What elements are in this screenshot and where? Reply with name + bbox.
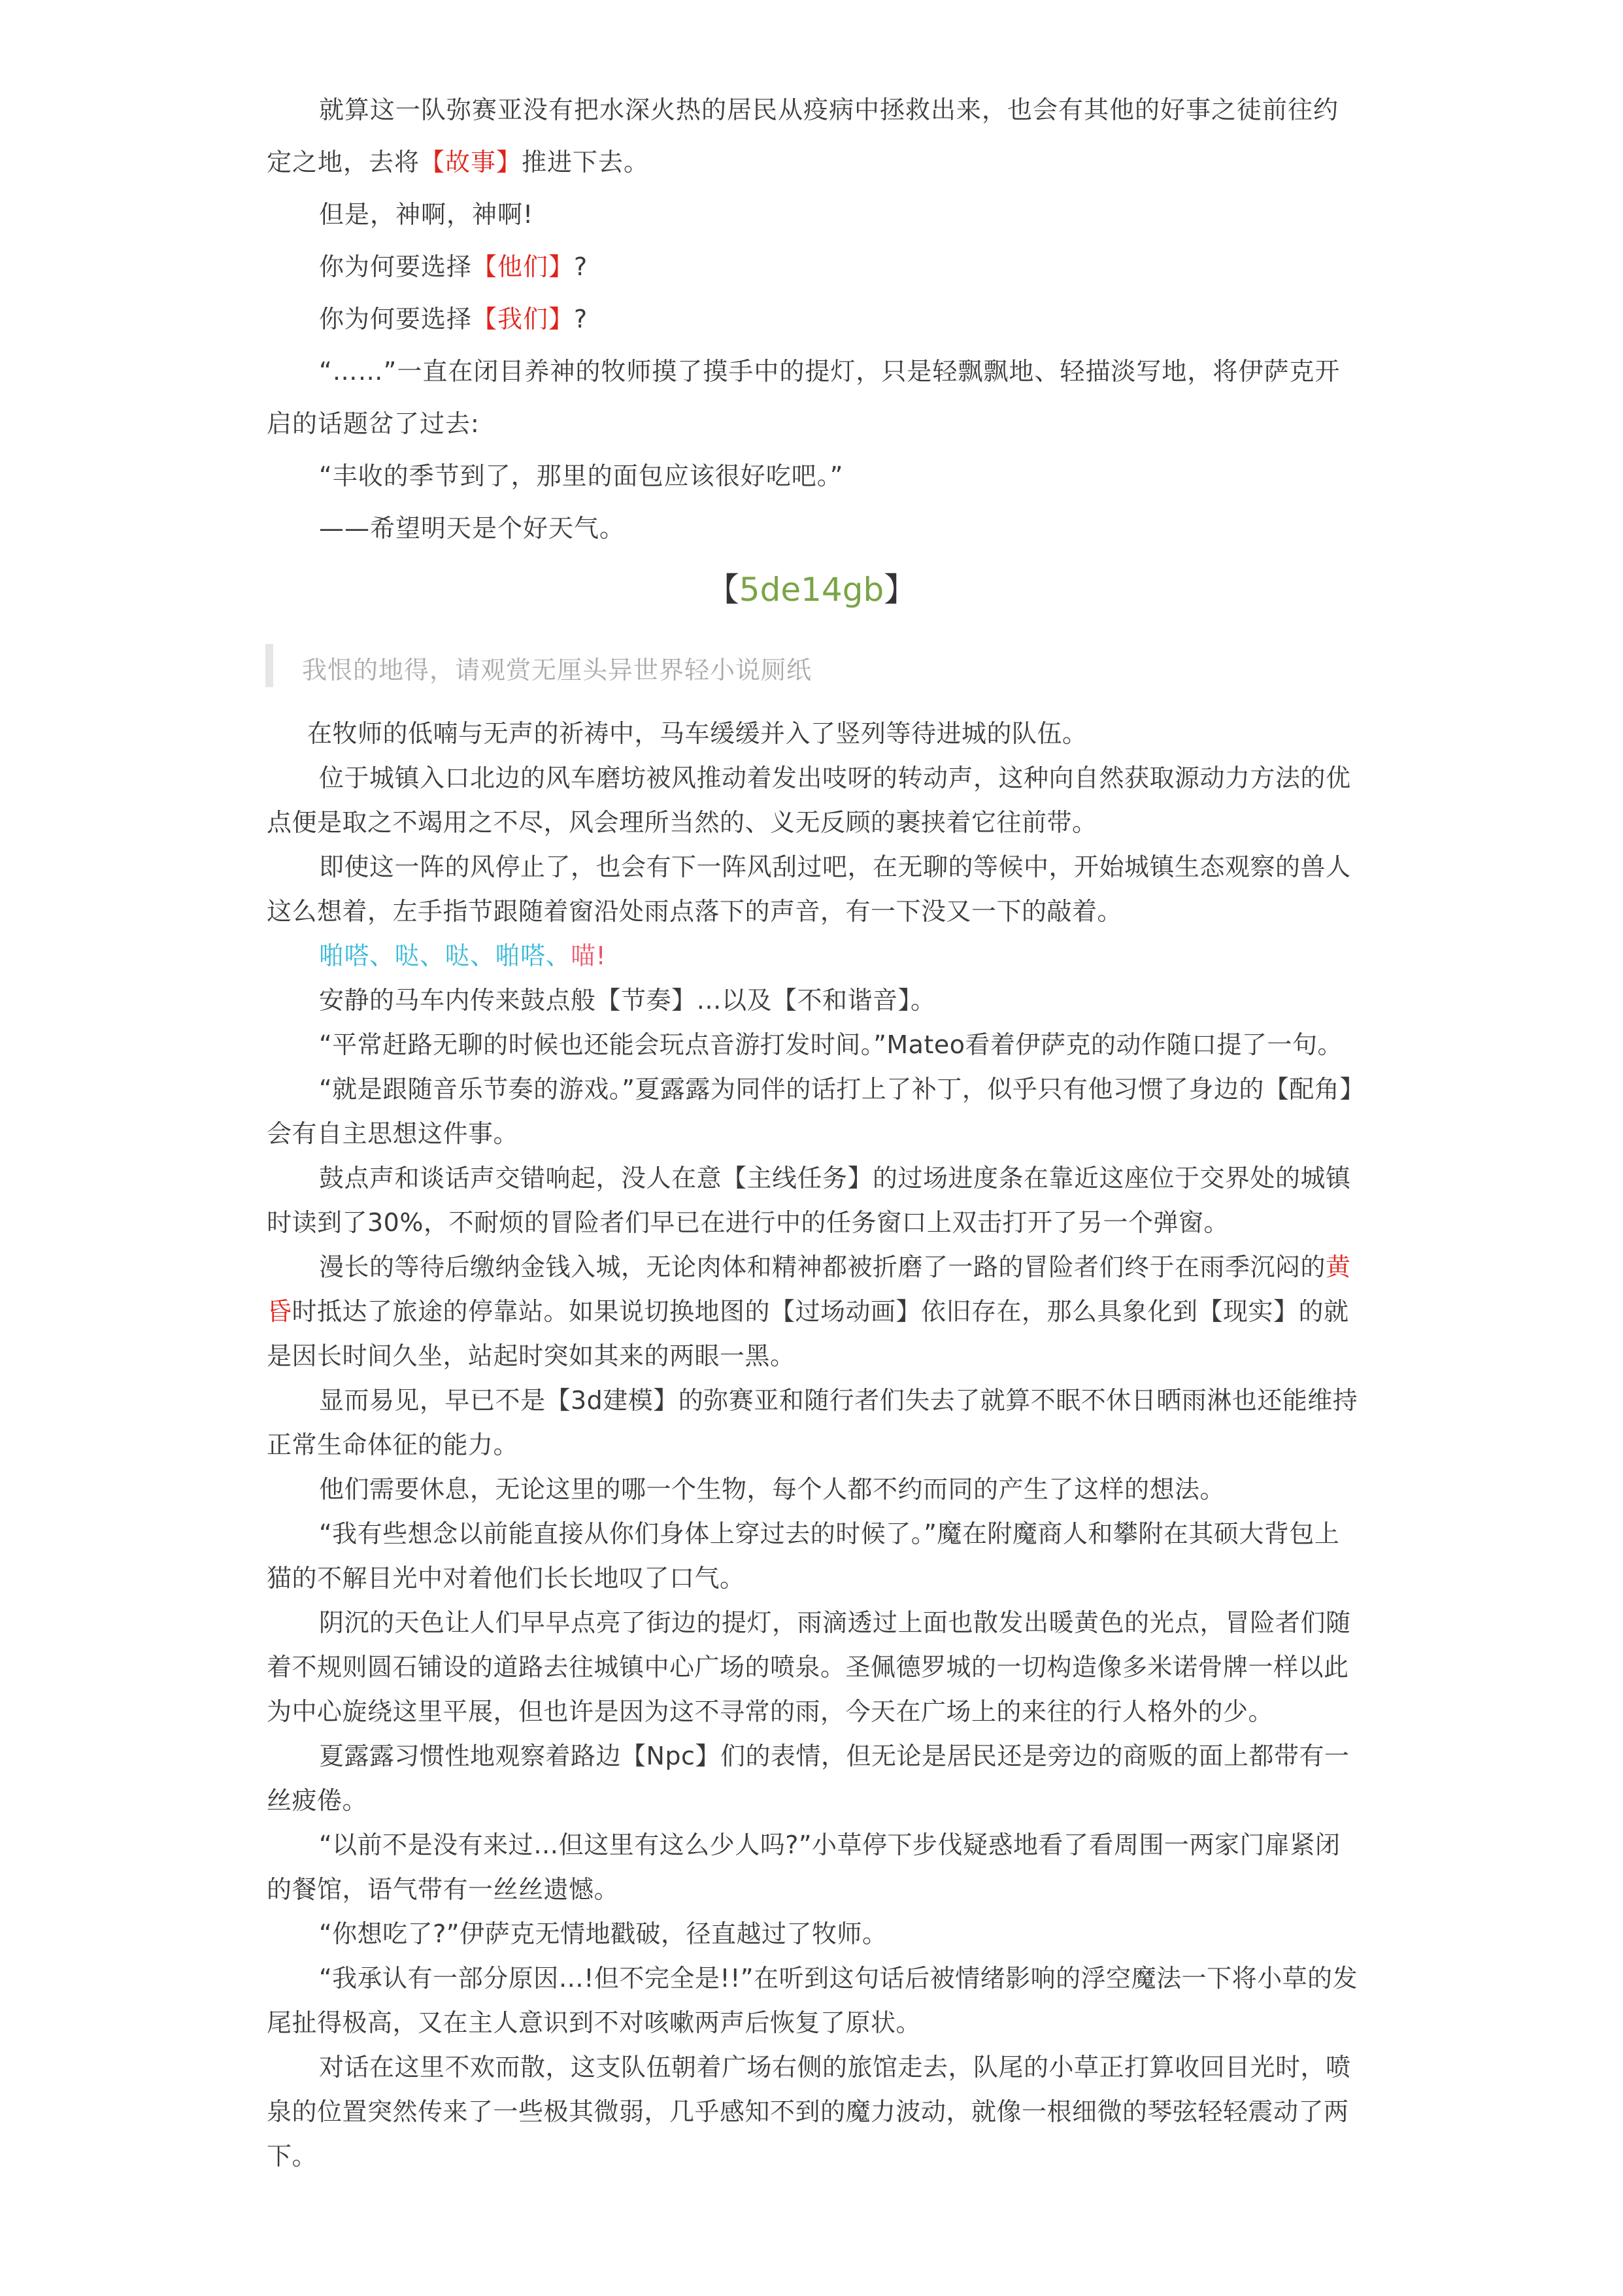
paragraph: “我承认有一部分原因…!但不完全是!!”在听到这句话后被情绪影响的浮空魔法一下将小草的发尾扯得极高，又在主人意识到不对咳嗽两声后恢复了原状。 <box>267 1964 1358 2037</box>
paragraph: 对话在这里不欢而散，这支队伍朝着广场右侧的旅馆走去，队尾的小草正打算收回目光时，喷泉的位置突然传来了一些极其微弱，几乎感知不到的魔力波动，就像一根细微的琴弦轻轻震动了两下。 <box>267 2053 1351 2170</box>
chapter-code: 5de14gb <box>739 571 884 609</box>
paragraph: 阴沉的天色让人们早早点亮了街边的提灯，雨滴透过上面也散发出暖黄色的光点，冒险者们随着不规则圆石铺设的道路去往城镇中心广场的喷泉。圣佩德罗城的一切构造像多米诺骨牌一样以此为中心旋绕这里平展，但也许是因为这不寻常的雨，今天在广场上的来往的行人格外的少。 <box>267 1608 1351 1726</box>
paragraph: “你想吃了?”伊萨克无情地戳破，径直越过了牧师。 <box>319 1919 888 1948</box>
paragraph: 在牧师的低喃与无声的祈祷中，马车缓缓并入了竖列等待进城的队伍。 <box>307 719 1088 748</box>
paragraph: “丰收的季节到了，那里的面包应该很好吃吧。” <box>319 462 844 490</box>
blockquote-bar <box>265 644 273 687</box>
highlight-story: 【故事】 <box>420 148 522 177</box>
sound-effect-tap: 啪嗒、哒、哒、啪嗒、 <box>319 941 571 970</box>
highlight-them: 【他们】 <box>472 252 575 281</box>
paragraph <box>267 934 1362 978</box>
blockquote-text: 我恨的地得，请观赏无厘头异世界轻小说厕纸 <box>302 656 812 684</box>
paragraph: 漫长的等待后缴纳金钱入城，无论肉体和精神都被折磨了一路的冒险者们终于在雨季沉闷的黄昏时抵达了旅途的停靠站。如果说切换地图的【过场动画】依旧存在，那么具象化到【现实】的就是因长时间久坐，站起时突如其来的两眼一黑。 <box>267 1253 1351 1370</box>
paragraph: 即使这一阵的风停止了，也会有下一阵风刮过吧，在无聊的等候中，开始城镇生态观察的兽人这么想着，左手指节跟随着窗沿处雨点落下的声音，有一下没又一下的敲着。 <box>267 853 1351 926</box>
paragraph: 显而易见，早已不是【3d建模】的弥赛亚和随行者们失去了就算不眠不休日晒雨淋也还能维持正常生命体征的能力。 <box>267 1386 1358 1459</box>
paragraph: 安静的马车内传来鼓点般【节奏】…以及【不和谐音】。 <box>319 986 936 1015</box>
text-section-1 <box>267 84 1362 554</box>
paragraph: “我有些想念以前能直接从你们身体上穿过去的时候了。”魔在附魔商人和攀附在其硕大背包上猫的不解目光中对着他们长长地叹了口气。 <box>267 1519 1340 1593</box>
paragraph: ——希望明天是个好天气。 <box>319 514 626 543</box>
highlight-dusk: 黄昏 <box>267 1253 1351 1326</box>
paragraph: 鼓点声和谈话声交错响起，没人在意【主线任务】的过场进度条在靠近这座位于交界处的城镇时读到了30%，不耐烦的冒险者们早已在进行中的任务窗口上双击打开了另一个弹窗。 <box>267 1164 1351 1237</box>
chapter-code-heading: 【5de14gb】 <box>706 571 917 609</box>
text-section-2 <box>267 711 1362 2178</box>
paragraph: “平常赶路无聊的时候也还能会玩点音游打发时间。”Mateo看着伊萨克的动作随口提了一句。 <box>319 1030 1343 1059</box>
highlight-us: 【我们】 <box>472 305 575 333</box>
paragraph: 就算这一队弥赛亚没有把水深火热的居民从疫病中拯救出来，也会有其他的好事之徒前往约定之地，去将【故事】推进下去。 <box>267 95 1339 177</box>
paragraph: 你为何要选择【他们】? <box>319 252 588 281</box>
sound-effect-meow: 喵! <box>571 941 607 970</box>
paragraph: 你为何要选择【我们】? <box>319 305 588 333</box>
paragraph: “……”一直在闭目养神的牧师摸了摸手中的提灯，只是轻飘飘地、轻描淡写地，将伊萨克开启的话题岔了过去: <box>267 357 1341 438</box>
paragraph: “就是跟随音乐节奏的游戏。”夏露露为同伴的话打上了补丁，似乎只有他习惯了身边的【配角】会有自主思想这件事。 <box>267 1075 1352 1148</box>
paragraph: 夏露露习惯性地观察着路边【Npc】们的表情，但无论是居民还是旁边的商贩的面上都带有一丝疲倦。 <box>267 1742 1350 1815</box>
paragraph: 但是，神啊，神啊! <box>319 200 534 229</box>
paragraph: 位于城镇入口北边的风车磨坊被风推动着发出吱呀的转动声，这种向自然获取源动力方法的优点便是取之不竭用之不尽，风会理所当然的、义无反顾的裹挟着它往前带。 <box>267 764 1351 837</box>
paragraph: “以前不是没有来过…但这里有这么少人吗?”小草停下步伐疑惑地看了看周围一两家门扉紧闭的餐馆，语气带有一丝丝遗憾。 <box>267 1831 1341 1904</box>
paragraph: 他们需要休息，无论这里的哪一个生物，每个人都不约而同的产生了这样的想法。 <box>319 1475 1226 1504</box>
